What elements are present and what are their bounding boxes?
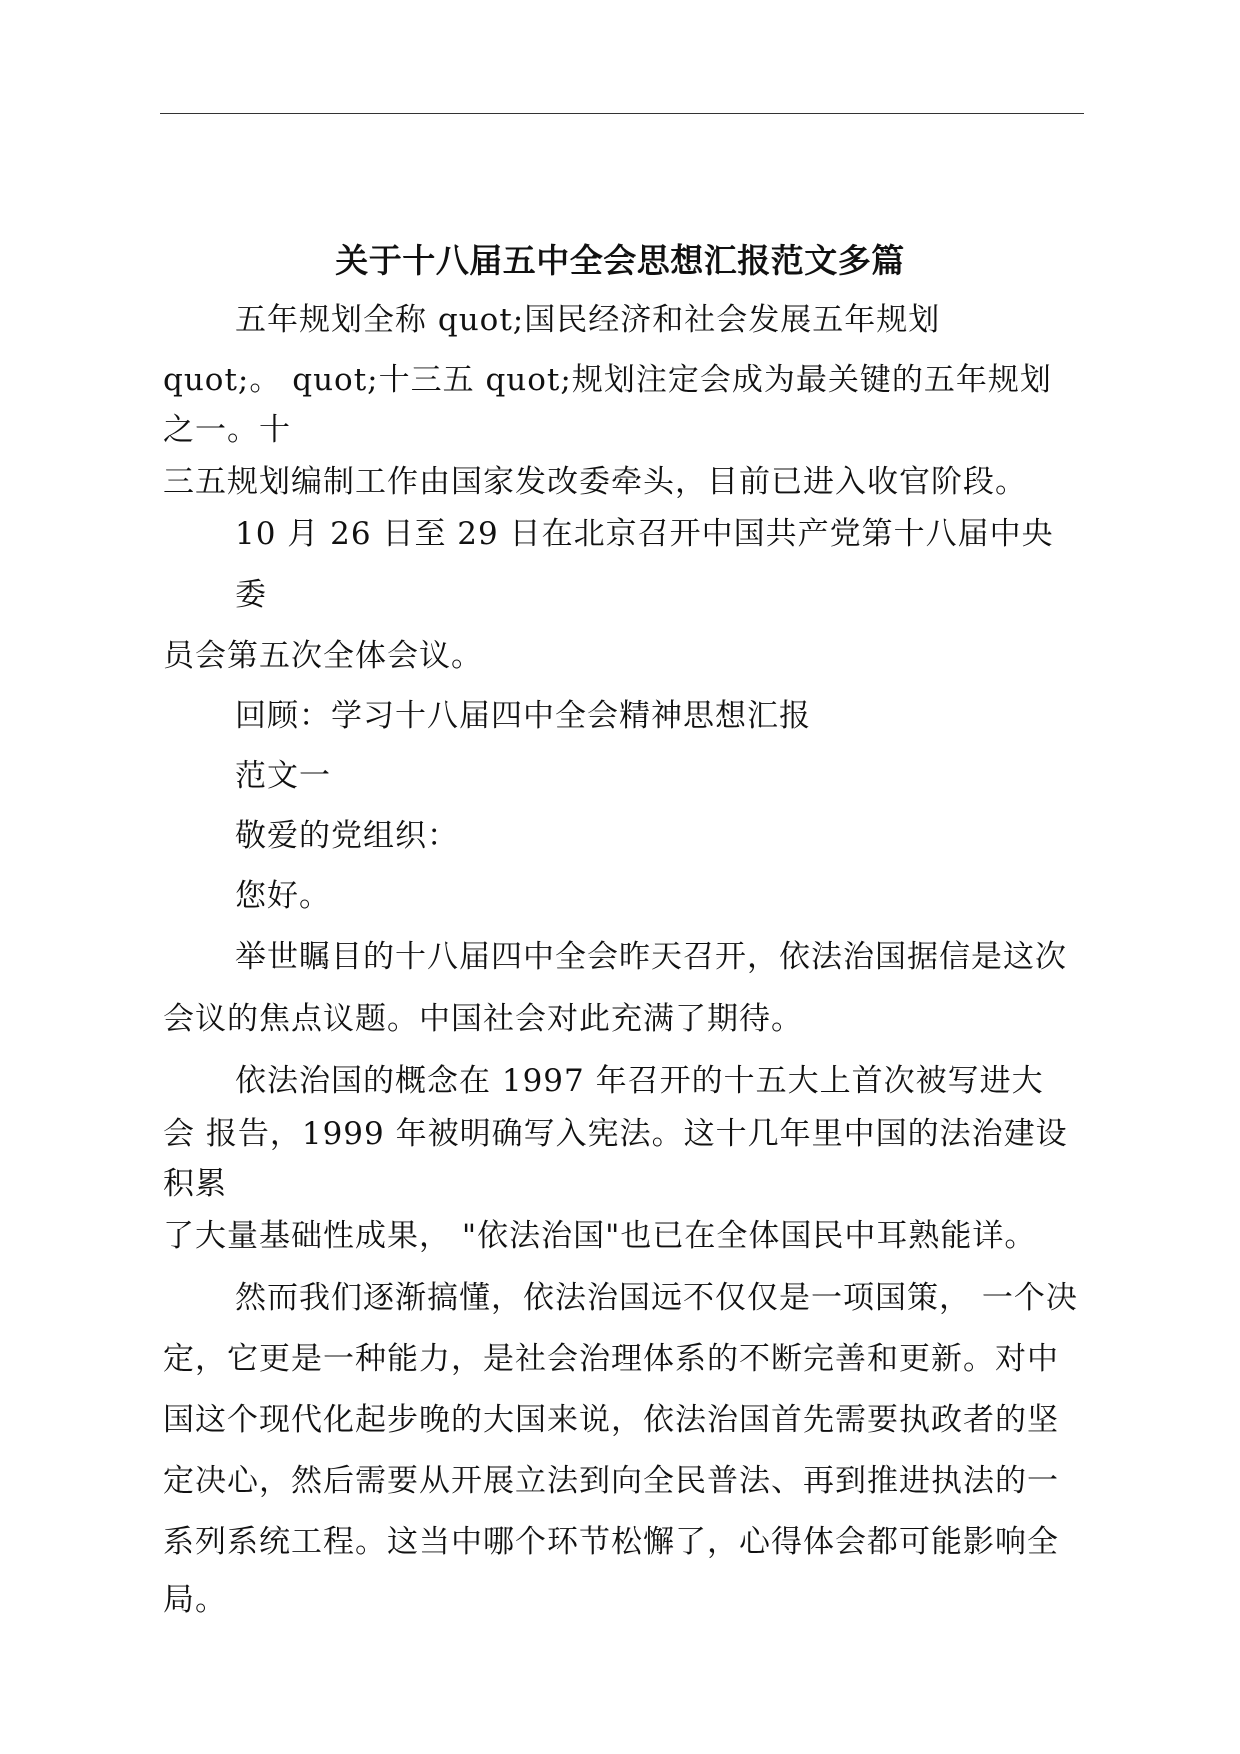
body-line: 局。: [163, 1582, 227, 1618]
body-line: 范文一: [235, 758, 331, 794]
document-title: 关于十八届五中全会思想汇报范文多篇: [335, 241, 905, 280]
body-line: 举世瞩目的十八届四中全会昨天召开，依法治国据信是这次: [235, 939, 1067, 975]
header-rule: [160, 113, 1084, 114]
body-line: 敬爱的党组织：: [235, 818, 459, 854]
body-line: 10 月 26 日至 29 日在北京召开中国共产党第十八届中央: [235, 516, 1054, 552]
body-line: 定，它更是一种能力，是社会治理体系的不断完善和更新。对中: [163, 1341, 1059, 1377]
body-line: 员会第五次全体会议。: [163, 638, 483, 674]
body-line: 国这个现代化起步晚的大国来说，依法治国首先需要执政者的坚: [163, 1402, 1059, 1438]
body-line: quot;。 quot;十三五 quot;规划注定会成为最关键的五年规划: [163, 362, 1052, 398]
body-line: 五年规划全称 quot;国民经济和社会发展五年规划: [235, 302, 941, 338]
body-line: 之一。十: [163, 412, 291, 448]
body-line: 了大量基础性成果， "依法治国"也已在全体国民中耳熟能详。: [163, 1218, 1037, 1254]
body-line: 积累: [163, 1166, 227, 1202]
body-line: 会议的焦点议题。中国社会对此充满了期待。: [163, 1001, 803, 1037]
body-line: 回顾：学习十八届四中全会精神思想汇报: [235, 698, 811, 734]
body-line: 会 报告，1999 年被明确写入宪法。这十几年里中国的法治建设: [163, 1116, 1068, 1152]
body-line: 您好。: [235, 878, 331, 914]
body-line: 定决心，然后需要从开展立法到向全民普法、再到推进执法的一: [163, 1463, 1059, 1499]
body-line: 系列系统工程。这当中哪个环节松懈了，心得体会都可能影响全: [163, 1524, 1059, 1560]
body-line: 然而我们逐渐搞懂，依法治国远不仅仅是一项国策， 一个决: [235, 1280, 1078, 1316]
body-line: 三五规划编制工作由国家发改委牵头，目前已进入收官阶段。: [163, 464, 1027, 500]
body-line: 依法治国的概念在 1997 年召开的十五大上首次被写进大: [235, 1063, 1044, 1099]
body-line: 委: [235, 577, 267, 613]
